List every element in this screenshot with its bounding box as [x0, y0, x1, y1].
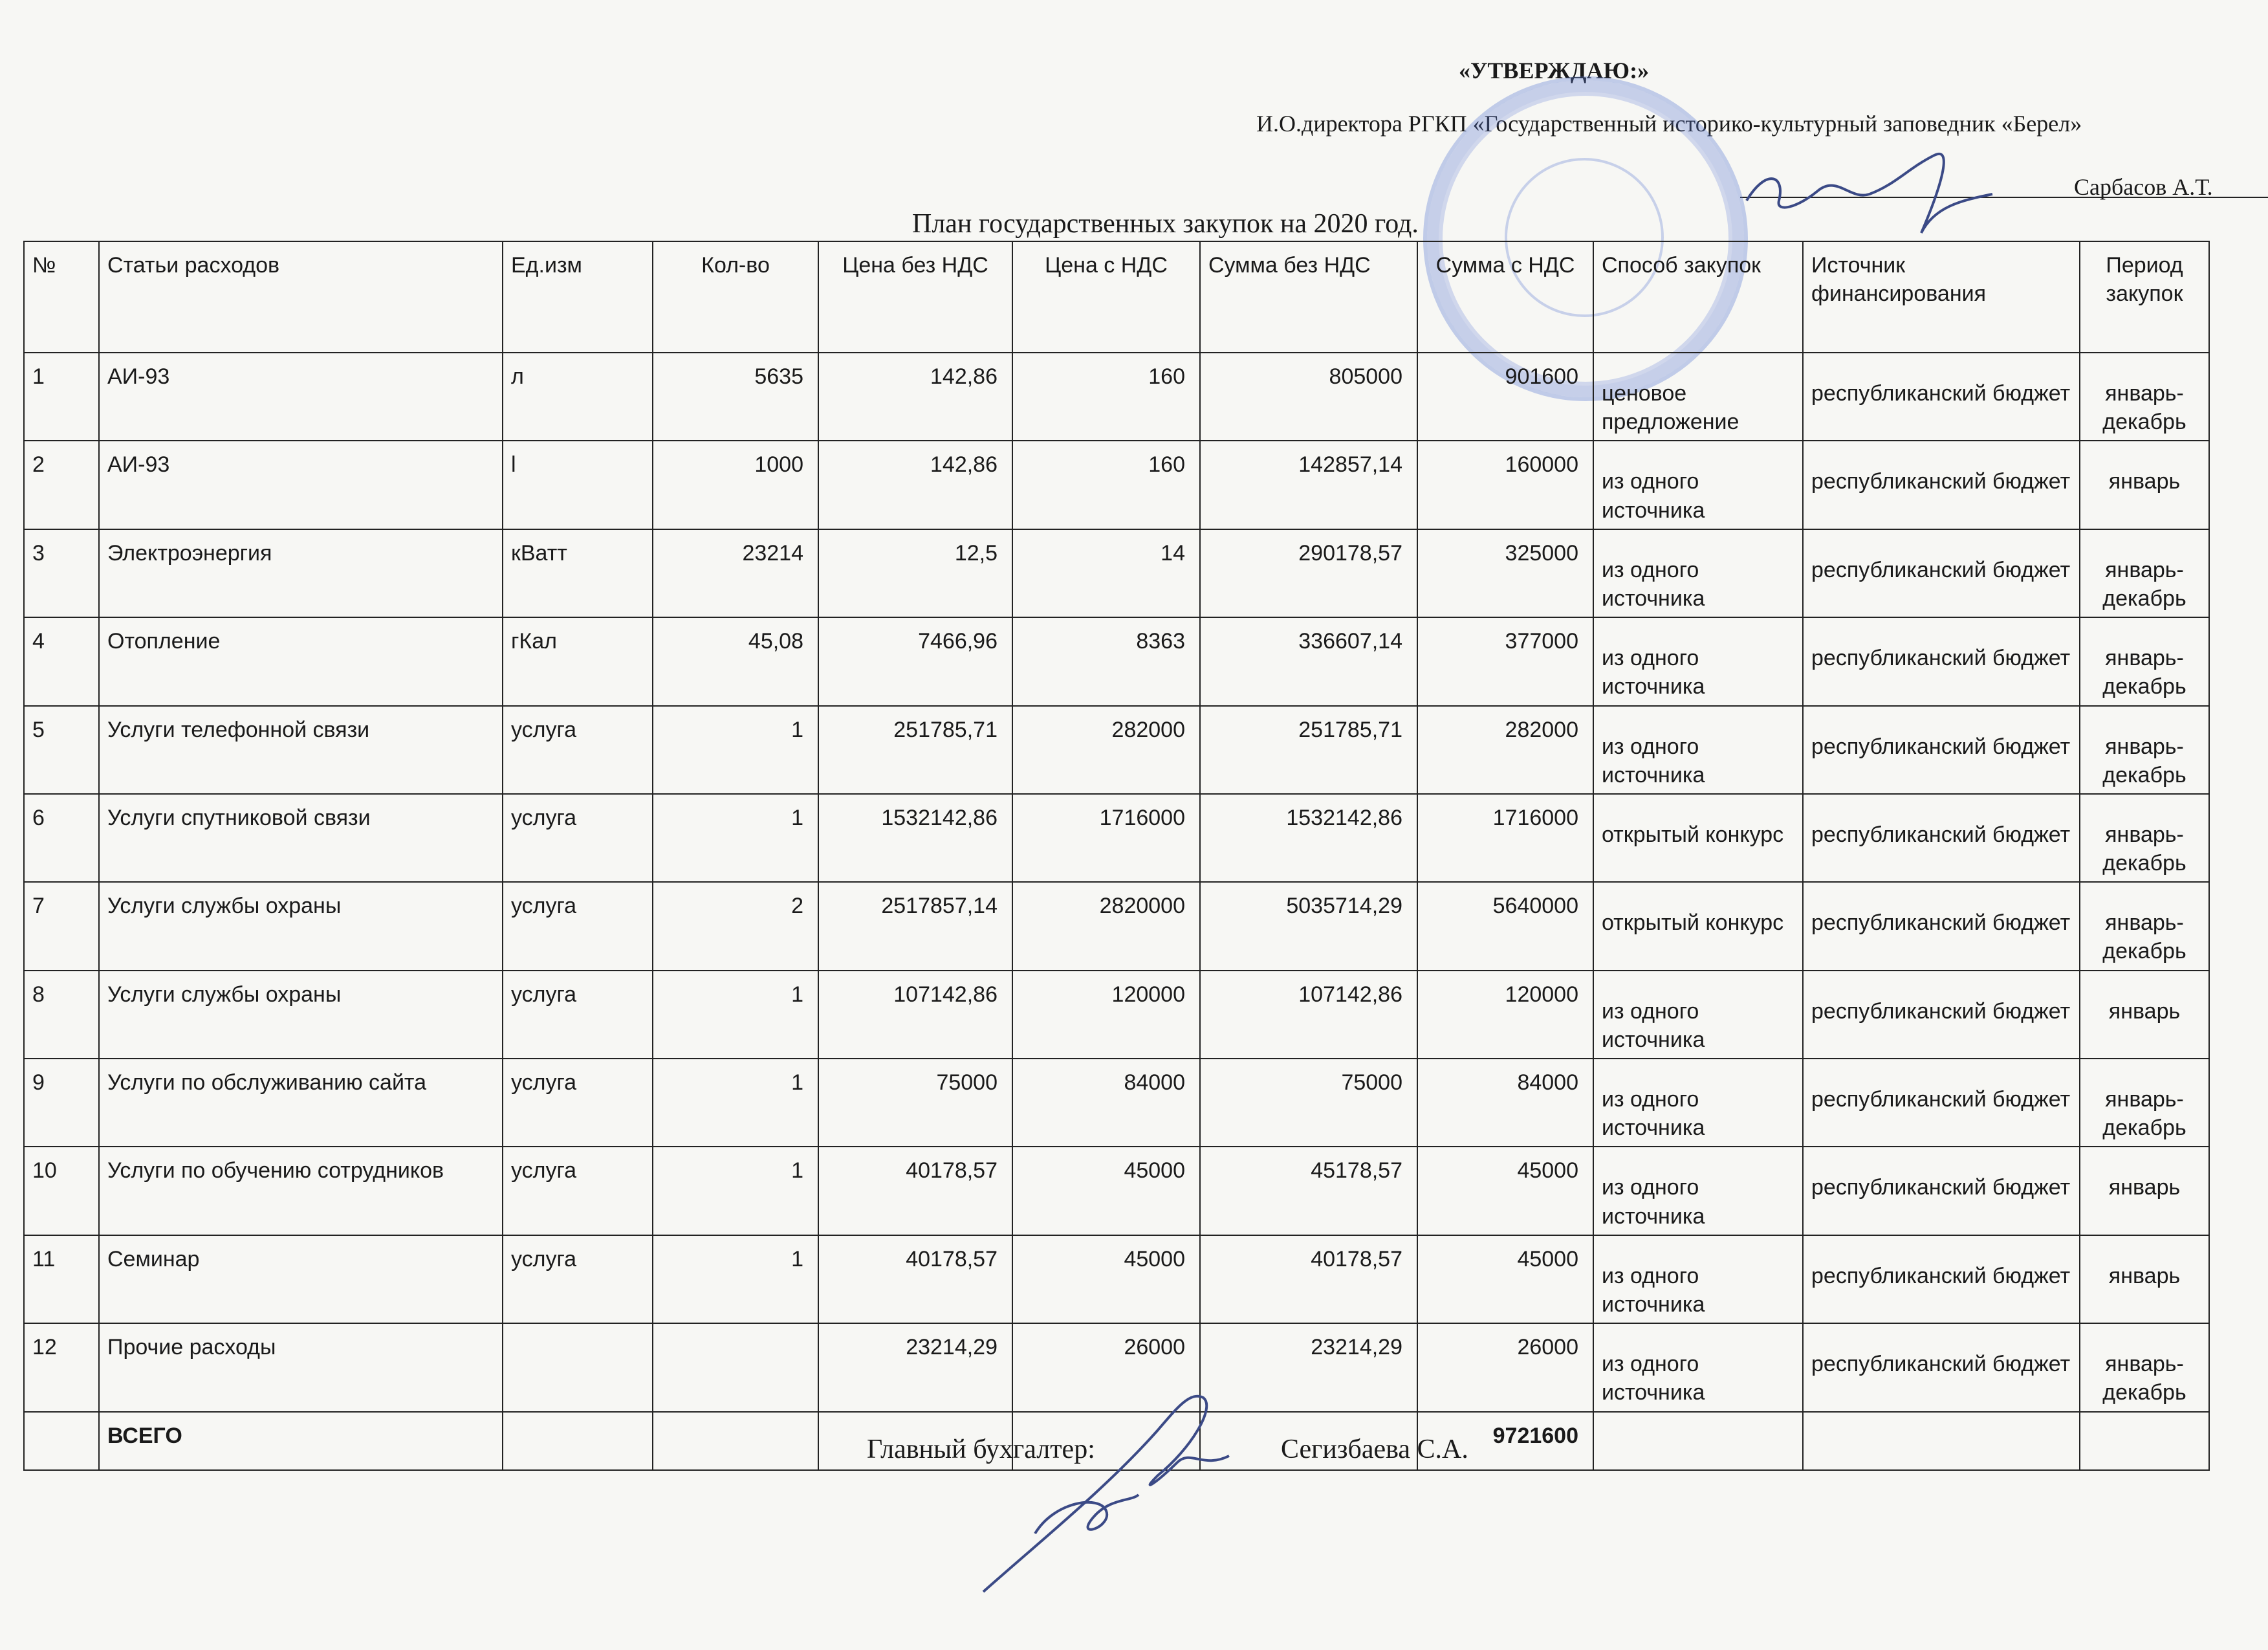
period-cell: январь-декабрь	[2080, 617, 2209, 705]
table-row	[24, 441, 2209, 529]
sum-no-vat-cell: 23214,29	[1200, 1323, 1417, 1411]
price-vat-cell: 120000	[1012, 971, 1200, 1059]
sum-no-vat-cell: 107142,86	[1200, 971, 1417, 1059]
row-number-cell: 9	[24, 1059, 99, 1147]
table-row	[24, 1059, 2209, 1147]
period-cell: январь-декабрь	[2080, 353, 2209, 441]
method-cell: из одного источника	[1593, 529, 1803, 617]
sum-vat-cell: 26000	[1417, 1323, 1593, 1411]
row-number-cell: 3	[24, 529, 99, 617]
sum-no-vat-cell: 40178,57	[1200, 1235, 1417, 1323]
period-cell: январь	[2080, 1147, 2209, 1235]
quantity-cell: 1	[653, 1235, 818, 1323]
table-row	[24, 1147, 2209, 1235]
price-no-vat-cell: 1532142,86	[818, 794, 1012, 882]
price-vat-cell: 8363	[1012, 617, 1200, 705]
method-cell: из одного источника	[1593, 1059, 1803, 1147]
total-cell	[24, 1412, 99, 1470]
header-sum-no-vat: Сумма без НДС	[1200, 241, 1417, 353]
sum-no-vat-cell: 805000	[1200, 353, 1417, 441]
approval-title: «УТВЕРЖДАЮ:»	[1459, 58, 1650, 83]
table-row	[24, 882, 2209, 970]
method-cell: из одного источника	[1593, 1147, 1803, 1235]
source-cell: республиканский бюджет	[1803, 617, 2080, 705]
expense-item-cell: Услуги телефонной связи	[99, 706, 503, 794]
price-no-vat-cell: 2517857,14	[818, 882, 1012, 970]
quantity-cell: 5635	[653, 353, 818, 441]
price-vat-cell: 84000	[1012, 1059, 1200, 1147]
row-number-cell: 11	[24, 1235, 99, 1323]
price-vat-cell: 160	[1012, 441, 1200, 529]
procurement-table	[23, 241, 2210, 1471]
unit-cell: л	[503, 353, 653, 441]
method-cell: открытый конкурс	[1593, 882, 1803, 970]
quantity-cell	[653, 1323, 818, 1411]
method-cell: из одного источника	[1593, 706, 1803, 794]
price-vat-cell: 282000	[1012, 706, 1200, 794]
expense-item-cell: Семинар	[99, 1235, 503, 1323]
sum-no-vat-cell: 290178,57	[1200, 529, 1417, 617]
sum-no-vat-cell: 142857,14	[1200, 441, 1417, 529]
price-vat-cell: 45000	[1012, 1147, 1200, 1235]
quantity-cell: 45,08	[653, 617, 818, 705]
price-no-vat-cell: 142,86	[818, 353, 1012, 441]
price-no-vat-cell: 12,5	[818, 529, 1012, 617]
method-cell: из одного источника	[1593, 441, 1803, 529]
quantity-cell: 1	[653, 1059, 818, 1147]
header-price-vat: Цена с НДС	[1012, 241, 1200, 353]
unit-cell: услуга	[503, 882, 653, 970]
table-row	[24, 529, 2209, 617]
price-no-vat-cell: 251785,71	[818, 706, 1012, 794]
period-cell: январь-декабрь	[2080, 1059, 2209, 1147]
sum-vat-cell: 160000	[1417, 441, 1593, 529]
source-cell: республиканский бюджет	[1803, 1147, 2080, 1235]
table-row	[24, 971, 2209, 1059]
period-cell: январь	[2080, 441, 2209, 529]
source-cell: республиканский бюджет	[1803, 441, 2080, 529]
quantity-cell: 1	[653, 706, 818, 794]
sum-vat-cell: 120000	[1417, 971, 1593, 1059]
header-quantity: Кол-во	[653, 241, 818, 353]
row-number-cell: 1	[24, 353, 99, 441]
price-no-vat-cell: 7466,96	[818, 617, 1012, 705]
row-number-cell: 7	[24, 882, 99, 970]
price-no-vat-cell: 107142,86	[818, 971, 1012, 1059]
price-vat-cell: 45000	[1012, 1235, 1200, 1323]
header-method: Способ закупок	[1593, 241, 1803, 353]
price-vat-cell: 26000	[1012, 1323, 1200, 1411]
table-row	[24, 1235, 2209, 1323]
price-vat-cell: 2820000	[1012, 882, 1200, 970]
table-row	[24, 706, 2209, 794]
expense-item-cell: Услуги службы охраны	[99, 971, 503, 1059]
accountant-signature	[944, 1372, 1281, 1618]
sum-no-vat-cell: 336607,14	[1200, 617, 1417, 705]
sum-vat-cell: 84000	[1417, 1059, 1593, 1147]
expense-item-cell: АИ-93	[99, 441, 503, 529]
method-cell: из одного источника	[1593, 971, 1803, 1059]
accountant-label: Главный бухгалтер:	[867, 1435, 1095, 1464]
method-cell: открытый конкурс	[1593, 794, 1803, 882]
document-title: План государственных закупок на 2020 год.	[912, 209, 1419, 239]
expense-item-cell: Электроэнергия	[99, 529, 503, 617]
sum-vat-cell: 5640000	[1417, 882, 1593, 970]
row-number-cell: 6	[24, 794, 99, 882]
sum-vat-cell: 45000	[1417, 1235, 1593, 1323]
row-number-cell: 8	[24, 971, 99, 1059]
accountant-name: Сегизбаева С.А.	[1281, 1435, 1468, 1464]
period-cell: январь	[2080, 1235, 2209, 1323]
period-cell: январь	[2080, 971, 2209, 1059]
sum-no-vat-cell: 251785,71	[1200, 706, 1417, 794]
unit-cell: кВатт	[503, 529, 653, 617]
expense-item-cell: Услуги по обучению сотрудников	[99, 1147, 503, 1235]
price-vat-cell: 160	[1012, 353, 1200, 441]
method-cell: из одного источника	[1593, 1235, 1803, 1323]
source-cell: республиканский бюджет	[1803, 353, 2080, 441]
period-cell: январь-декабрь	[2080, 529, 2209, 617]
expense-item-cell: Услуги службы охраны	[99, 882, 503, 970]
header-unit: Ед.изм	[503, 241, 653, 353]
expense-item-cell: АИ-93	[99, 353, 503, 441]
sum-vat-cell: 282000	[1417, 706, 1593, 794]
unit-cell: услуга	[503, 971, 653, 1059]
expense-item-cell: Услуги спутниковой связи	[99, 794, 503, 882]
period-cell: январь-декабрь	[2080, 1323, 2209, 1411]
header-period: Период закупок	[2080, 241, 2209, 353]
quantity-cell: 2	[653, 882, 818, 970]
expense-item-cell: Услуги по обслуживанию сайта	[99, 1059, 503, 1147]
unit-cell: гКал	[503, 617, 653, 705]
quantity-cell: 1	[653, 1147, 818, 1235]
expense-item-cell: Прочие расходы	[99, 1323, 503, 1411]
source-cell: республиканский бюджет	[1803, 529, 2080, 617]
unit-cell: услуга	[503, 1235, 653, 1323]
unit-cell: услуга	[503, 1147, 653, 1235]
price-vat-cell: 14	[1012, 529, 1200, 617]
unit-cell: услуга	[503, 794, 653, 882]
source-cell: республиканский бюджет	[1803, 794, 2080, 882]
row-number-cell: 10	[24, 1147, 99, 1235]
total-value: 9721600	[1417, 1412, 1593, 1470]
row-number-cell: 12	[24, 1323, 99, 1411]
quantity-cell: 1	[653, 794, 818, 882]
sum-no-vat-cell: 5035714,29	[1200, 882, 1417, 970]
price-no-vat-cell: 75000	[818, 1059, 1012, 1147]
director-line: И.О.директора РГКП «Государственный историко-культурный заповедник «Берел»	[1256, 111, 2082, 137]
price-no-vat-cell: 23214,29	[818, 1323, 1012, 1411]
director-name: Сарбасов А.Т.	[2074, 174, 2213, 200]
sum-vat-cell: 377000	[1417, 617, 1593, 705]
source-cell: республиканский бюджет	[1803, 1059, 2080, 1147]
total-label: ВСЕГО	[99, 1412, 503, 1470]
row-number-cell: 2	[24, 441, 99, 529]
sum-no-vat-cell: 1532142,86	[1200, 794, 1417, 882]
quantity-cell: 23214	[653, 529, 818, 617]
sum-vat-cell: 45000	[1417, 1147, 1593, 1235]
expense-item-cell: Отопление	[99, 617, 503, 705]
source-cell: республиканский бюджет	[1803, 1235, 2080, 1323]
header-source: Источник финансирования	[1803, 241, 2080, 353]
period-cell: январь-декабрь	[2080, 794, 2209, 882]
method-cell: ценовое предложение	[1593, 353, 1803, 441]
price-no-vat-cell: 40178,57	[818, 1235, 1012, 1323]
price-no-vat-cell: 142,86	[818, 441, 1012, 529]
row-number-cell: 5	[24, 706, 99, 794]
unit-cell: l	[503, 441, 653, 529]
header-price-no-vat: Цена без НДС	[818, 241, 1012, 353]
unit-cell: услуга	[503, 1059, 653, 1147]
director-signature	[1740, 129, 1999, 252]
sum-vat-cell: 901600	[1417, 353, 1593, 441]
price-no-vat-cell: 40178,57	[818, 1147, 1012, 1235]
method-cell: из одного источника	[1593, 617, 1803, 705]
sum-no-vat-cell: 75000	[1200, 1059, 1417, 1147]
method-cell: из одного источника	[1593, 1323, 1803, 1411]
table-row	[24, 794, 2209, 882]
quantity-cell: 1	[653, 971, 818, 1059]
row-number-cell: 4	[24, 617, 99, 705]
source-cell: республиканский бюджет	[1803, 1323, 2080, 1411]
source-cell: республиканский бюджет	[1803, 882, 2080, 970]
table-row	[24, 353, 2209, 441]
unit-cell	[503, 1323, 653, 1411]
quantity-cell: 1000	[653, 441, 818, 529]
sum-no-vat-cell: 45178,57	[1200, 1147, 1417, 1235]
header-number: №	[24, 241, 99, 353]
header-expense-item: Статьи расходов	[99, 241, 503, 353]
unit-cell: услуга	[503, 706, 653, 794]
header-sum-vat: Сумма с НДС	[1417, 241, 1593, 353]
period-cell: январь-декабрь	[2080, 706, 2209, 794]
source-cell: республиканский бюджет	[1803, 971, 2080, 1059]
period-cell: январь-декабрь	[2080, 882, 2209, 970]
price-vat-cell: 1716000	[1012, 794, 1200, 882]
sum-vat-cell: 1716000	[1417, 794, 1593, 882]
table-header-row	[24, 241, 2209, 353]
table-row	[24, 617, 2209, 705]
source-cell: республиканский бюджет	[1803, 706, 2080, 794]
sum-vat-cell: 325000	[1417, 529, 1593, 617]
